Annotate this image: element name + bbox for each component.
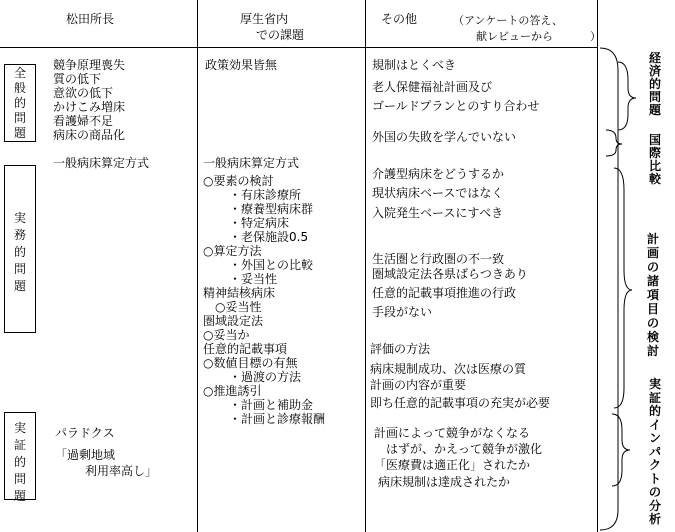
practical-col2-item: 圏域設定法 — [203, 314, 264, 328]
practical-col3-item: 病床規制成功、次は医療の質 — [370, 362, 527, 376]
right-label-impact — [648, 378, 662, 527]
right-label-economic-text: 経済的問題 — [648, 51, 661, 117]
right-label-economic — [648, 52, 662, 117]
practical-col2-item: 精神結核病床 — [203, 286, 276, 300]
practical-col3-item: 手段がない — [372, 305, 433, 319]
empirical-col3-item: 病床規制は達成されたか — [378, 475, 511, 489]
empirical-col1-paradox: パラドクス — [55, 426, 115, 440]
practical-col2-item: ・妥当性 — [217, 272, 278, 286]
header-col3: その他 — [381, 12, 418, 26]
empirical-col3-item: はずが、かえって競争が激化 — [386, 442, 543, 456]
practical-col2-item: ・過渡の方法 — [217, 370, 302, 384]
general-col3-item: 規制はとくべき — [372, 58, 457, 72]
right-label-review — [646, 232, 660, 358]
general-col3-item: 外国の失敗を学んでいない — [372, 130, 517, 144]
bracket-economic — [618, 62, 636, 130]
general-col3-item: ゴールドプランとのすり合わせ — [372, 99, 540, 113]
practical-col3-item: 圏域設定法各県ばらつきあり — [372, 267, 528, 281]
general-col2-item: 政策効果皆無 — [205, 58, 278, 72]
general-col1-item: 意欲の低下 — [53, 86, 114, 100]
practical-col2-item: ・計画と診療報酬 — [217, 412, 326, 426]
practical-col2-item: ○要素の検討 — [203, 174, 274, 188]
practical-col2-item: ○妥当性 — [203, 300, 262, 314]
right-label-impact-text: 実証的インパクトの分析 — [648, 377, 661, 526]
practical-col2-item: ○算定方法 — [203, 244, 262, 258]
general-col1-item: かけこみ増床 — [53, 100, 126, 114]
bracket-international — [606, 130, 622, 156]
practical-col3-item: 現状病床ベースではなく — [372, 186, 504, 200]
practical-col3-item: 介護型病床をどうするか — [372, 167, 505, 181]
empirical-col3-item: 計画によって競争がなくなる — [374, 426, 531, 440]
practical-col3-item: 即ち任意的記載事項の充実が必要 — [370, 396, 551, 410]
label-practical-text: 実務的問題 — [14, 211, 27, 293]
general-col1-item: 病床の商品化 — [53, 128, 126, 142]
practical-col3-item: 任意的記載事項推進の行政 — [372, 286, 517, 300]
general-col3-item: 老人保健福祉計画及び — [372, 80, 493, 94]
practical-col2-item: ・有床診療所 — [217, 188, 302, 202]
practical-col2-item: 任意的記載事項 — [203, 342, 288, 356]
practical-col3-item: 評価の方法 — [370, 342, 431, 356]
practical-col3-item: 計画の内容が重要 — [370, 378, 467, 392]
right-label-review-text: 計画の諸項目の検討 — [646, 232, 659, 358]
practical-col3-item: 生活圏と行政圏の不一致 — [372, 252, 505, 266]
empirical-col1-quote-line1: 「過剰地域 — [55, 448, 116, 462]
header-col2-line1: 厚生省内 — [240, 12, 289, 26]
practical-col1-item: 一般病床算定方式 — [53, 156, 150, 170]
right-label-international — [648, 134, 662, 186]
general-col1-item: 競争原理喪失 — [53, 58, 126, 72]
label-empirical-text: 実証的問題 — [14, 421, 27, 503]
practical-col3-item: 入院発生ベースにすべき — [372, 206, 504, 220]
practical-col2-item: ・療養型病床群 — [217, 202, 314, 216]
practical-col2-item: ・計画と補助金 — [217, 398, 314, 412]
practical-col2-item: ○推進誘引 — [203, 384, 262, 398]
outer-bracket — [600, 48, 618, 530]
practical-col2-item: 一般病床算定方式 — [203, 156, 300, 170]
right-label-international-text: 国際比較 — [648, 133, 661, 186]
header-col2-line2: での課題 — [256, 28, 305, 42]
practical-col2-item: ○妥当か — [203, 328, 250, 342]
empirical-col1-quote-line2: 利用率高し」 — [85, 464, 158, 478]
bracket-review — [614, 168, 632, 408]
practical-col2-item: ・外国との比較 — [217, 258, 314, 272]
general-col1-item: 質の低下 — [53, 72, 102, 86]
empirical-col3-item: 「医療費は適正化」されたか — [374, 458, 531, 472]
practical-col2-item: ○数値目標の有無 — [203, 356, 298, 370]
header-col3-note-close: ） — [590, 30, 601, 43]
bracket-impact — [612, 414, 630, 486]
header-col3-note-line2: 献レビューから — [476, 30, 553, 43]
header-col3-note-line1: （アンケートの答え、 — [453, 14, 563, 27]
practical-col2-item: ・特定病床 — [217, 216, 290, 230]
practical-col2-item: ・老保施設0.5 — [217, 230, 309, 244]
label-general-text: 全般的問題 — [14, 66, 27, 140]
general-col1-item: 看護婦不足 — [53, 114, 114, 128]
header-col1: 松田所長 — [66, 12, 115, 26]
